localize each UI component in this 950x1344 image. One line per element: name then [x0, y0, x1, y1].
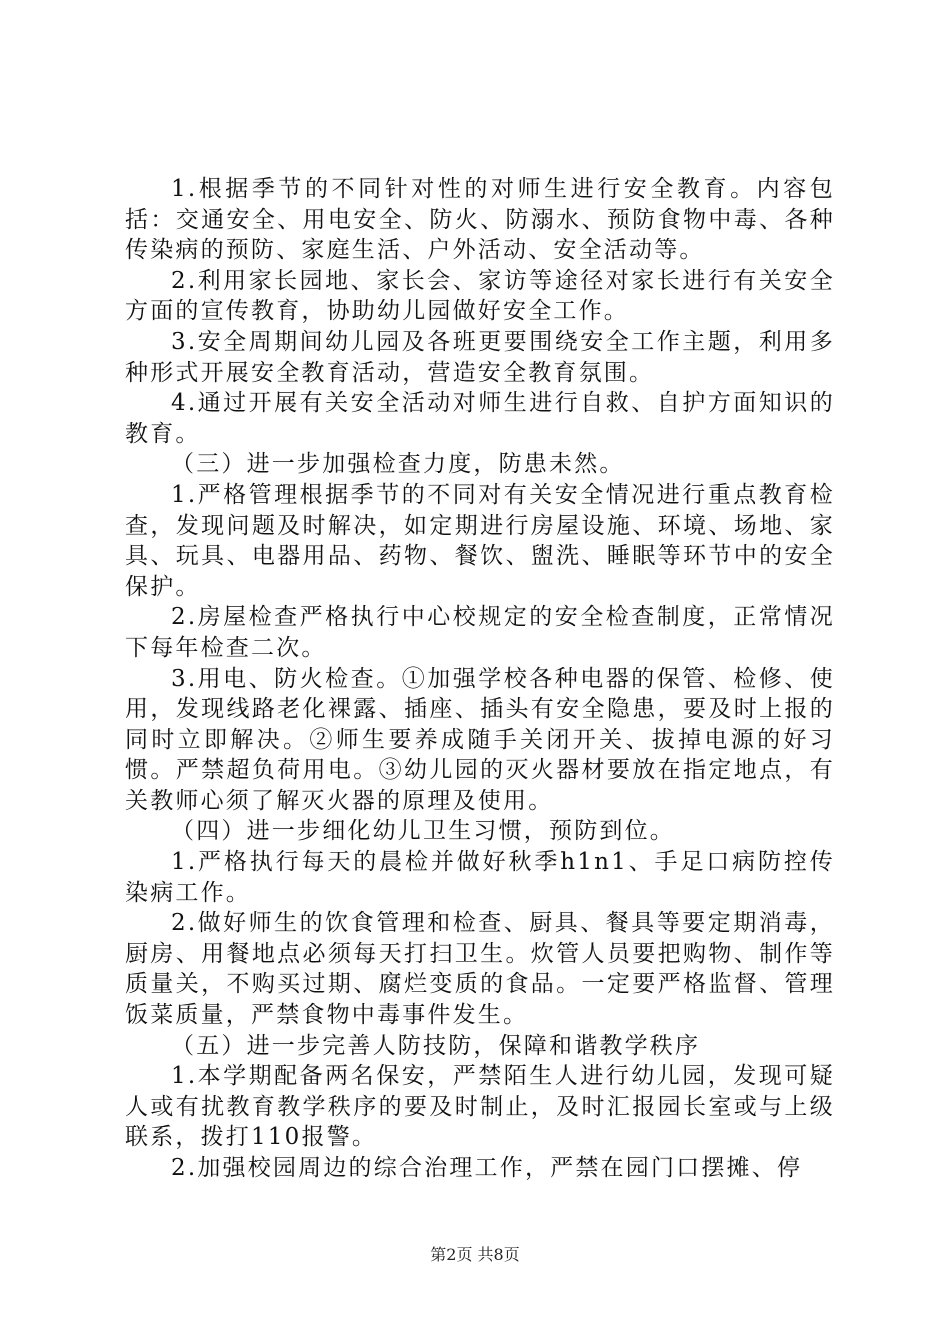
paragraph-9: 2.做好师生的饮食管理和检查、厨具、餐具等要定期消毒，厨房、用餐地点必须每天打扫卫生。炊管人员要把购物、制作等质量关，不购买过期、腐烂变质的食品。一定要严格监督、管理饭菜质量，严禁食物中毒事件发生。	[125, 910, 835, 1029]
paragraph-10: 1.本学期配备两名保安，严禁陌生人进行幼儿园，发现可疑人或有扰教育教学秩序的要及时制止，及时汇报园长室或与上级联系，拨打110报警。	[125, 1063, 835, 1151]
paragraph-3: 3.安全周期间幼儿园及各班更要围绕安全工作主题，利用多种形式开展安全教育活动，营造安全教育氛围。	[125, 328, 835, 386]
paragraph-7: 3.用电、防火检查。①加强学校各种电器的保管、检修、使用，发现线路老化裸露、插座、插头有安全隐患，要及时上报的同时立即解决。②师生要养成随手关闭开关、拔掉电源的好习惯。严禁超负荷用电。③幼儿园的灭火器材要放在指定地点，有关教师心须了解灭火器的原理及使用。	[125, 665, 835, 814]
paragraph-5: 1.严格管理根据季节的不同对有关安全情况进行重点教育检查，发现问题及时解决，如定期进行房屋设施、环境、场地、家具、玩具、电器用品、药物、餐饮、盥洗、睡眠等环节中的安全保护。	[125, 481, 835, 600]
paragraph-8: 1.严格执行每天的晨检并做好秋季h1n1、手足口病防控传染病工作。	[125, 849, 835, 906]
paragraph-4: 4.通过开展有关安全活动对师生进行自救、自护方面知识的教育。	[125, 390, 835, 447]
page-footer	[0, 1245, 950, 1265]
page-number: 第2页 共8页	[430, 1245, 520, 1264]
paragraph-6: 2.房屋检查严格执行中心校规定的安全检查制度，正常情况下每年检查二次。	[125, 604, 835, 661]
paragraph-1: 1.根据季节的不同针对性的对师生进行安全教育。内容包括：交通安全、用电安全、防火、防溺水、预防食物中毒、各种传染病的预防、家庭生活、户外活动、安全活动等。	[125, 176, 835, 264]
section-heading-5: （五）进一步完善人防技防，保障和谐教学秩序	[171, 1032, 701, 1059]
paragraph-2: 2.利用家长园地、家长会、家访等途径对家长进行有关安全方面的宣传教育，协助幼儿园做好安全工作。	[125, 267, 835, 325]
document-body	[125, 174, 835, 1184]
paragraph-11: 2.加强校园周边的综合治理工作，严禁在园门口摆摊、停	[171, 1155, 803, 1181]
section-heading-3: （三）进一步加强检查力度，防患未然。	[171, 451, 625, 478]
section-heading-4: （四）进一步细化幼儿卫生习惯，预防到位。	[171, 818, 675, 845]
